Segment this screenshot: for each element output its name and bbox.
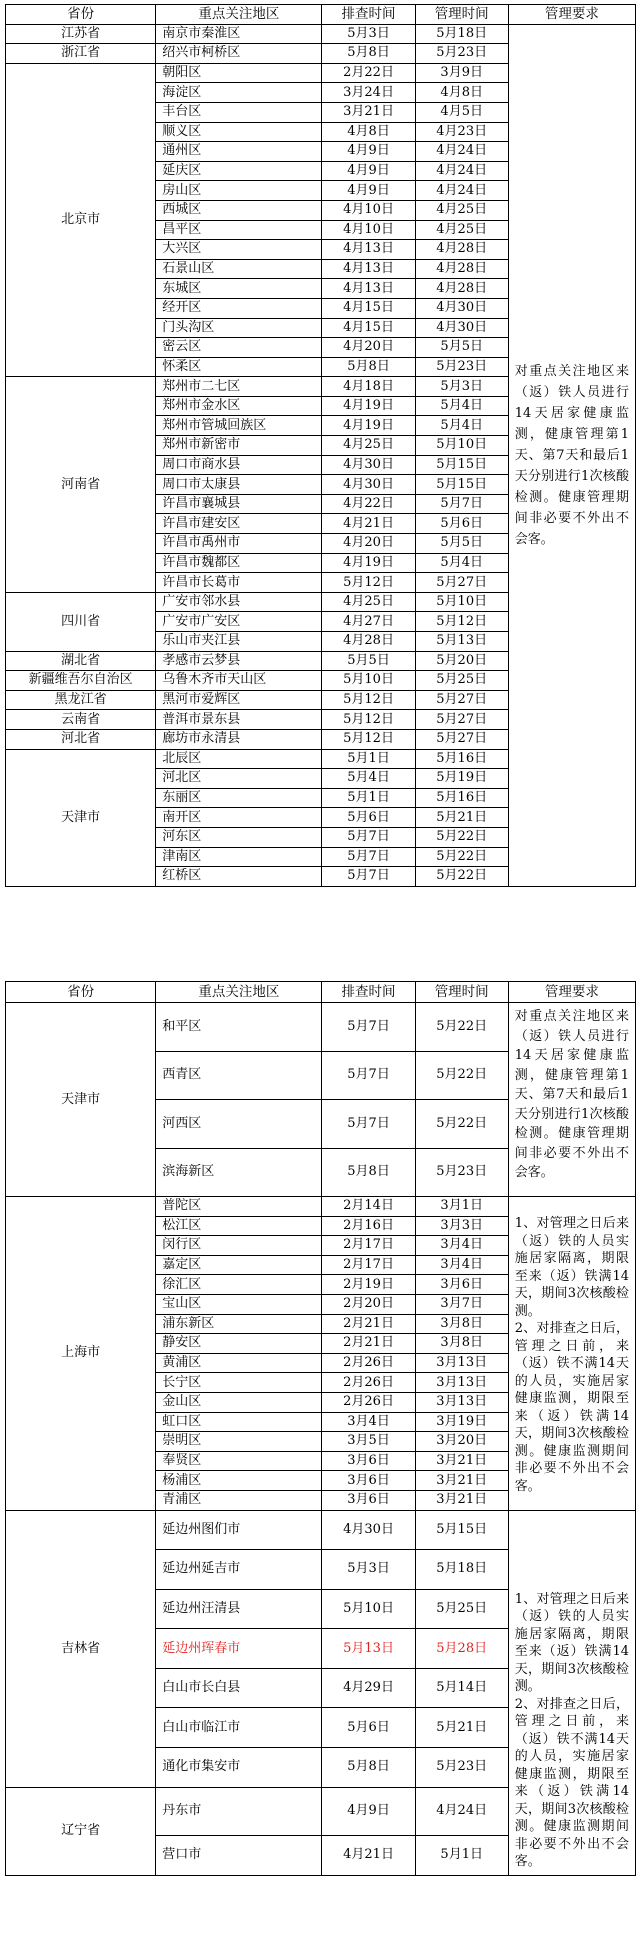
screen-date-cell: 4月9日 bbox=[322, 161, 415, 181]
screen-date-cell: 5月6日 bbox=[322, 1708, 415, 1748]
area-cell: 郑州市二七区 bbox=[156, 377, 322, 397]
manage-date-cell: 3月13日 bbox=[415, 1392, 508, 1412]
manage-date-cell: 3月8日 bbox=[415, 1334, 508, 1354]
area-cell: 西城区 bbox=[156, 200, 322, 220]
screen-date-cell: 5月10日 bbox=[322, 1589, 415, 1629]
manage-date-cell: 5月27日 bbox=[415, 710, 508, 730]
screen-date-cell: 4月13日 bbox=[322, 279, 415, 299]
area-cell: 绍兴市柯桥区 bbox=[156, 44, 322, 64]
province-cell: 云南省 bbox=[6, 710, 156, 730]
area-cell: 杨浦区 bbox=[156, 1471, 322, 1491]
area-cell: 广安市邻水县 bbox=[156, 592, 322, 612]
table-row bbox=[6, 1197, 636, 1217]
area-cell: 营口市 bbox=[156, 1835, 322, 1875]
manage-date-cell: 4月24日 bbox=[415, 181, 508, 201]
manage-date-cell: 5月23日 bbox=[415, 357, 508, 377]
screen-date-cell: 2月21日 bbox=[322, 1334, 415, 1354]
manage-date-cell: 5月15日 bbox=[415, 455, 508, 475]
manage-date-cell: 5月4日 bbox=[415, 396, 508, 416]
manage-date-cell: 4月24日 bbox=[415, 142, 508, 162]
screen-date-cell: 4月9日 bbox=[322, 181, 415, 201]
screen-date-cell: 2月20日 bbox=[322, 1294, 415, 1314]
area-cell: 长宁区 bbox=[156, 1373, 322, 1393]
manage-date-cell: 3月13日 bbox=[415, 1373, 508, 1393]
area-cell: 许昌市长葛市 bbox=[156, 573, 322, 593]
area-cell: 东城区 bbox=[156, 279, 322, 299]
screen-date-cell: 5月7日 bbox=[322, 1003, 415, 1052]
screen-date-cell: 5月3日 bbox=[322, 24, 415, 44]
province-cell: 四川省 bbox=[6, 592, 156, 651]
screen-date-cell: 3月6日 bbox=[322, 1490, 415, 1510]
manage-date-cell: 3月20日 bbox=[415, 1432, 508, 1452]
area-cell: 密云区 bbox=[156, 338, 322, 358]
manage-date-cell: 5月3日 bbox=[415, 377, 508, 397]
screen-date-cell: 4月21日 bbox=[322, 514, 415, 534]
area-cell: 徐汇区 bbox=[156, 1275, 322, 1295]
manage-date-cell: 5月12日 bbox=[415, 612, 508, 632]
screen-date-cell: 2月19日 bbox=[322, 1275, 415, 1295]
manage-date-cell: 5月21日 bbox=[415, 1708, 508, 1748]
manage-date-cell: 4月28日 bbox=[415, 279, 508, 299]
screen-date-cell: 5月1日 bbox=[322, 788, 415, 808]
header-requirement: 管理要求 bbox=[508, 5, 635, 25]
screen-date-cell: 4月9日 bbox=[322, 1787, 415, 1835]
manage-date-cell: 5月15日 bbox=[415, 475, 508, 495]
screen-date-cell: 2月17日 bbox=[322, 1236, 415, 1256]
screen-date-cell: 5月7日 bbox=[322, 867, 415, 887]
manage-date-cell: 5月5日 bbox=[415, 534, 508, 554]
manage-date-cell: 4月28日 bbox=[415, 240, 508, 260]
manage-date-cell: 5月16日 bbox=[415, 749, 508, 769]
requirement-cell: 1、对管理之日后来（返）铁的人员实施居家隔离，期限至来（返）铁满14天，期间3次核酸检测。 2、对排查之日后，管理之日前，来（返）铁不满14天的人员，实施居家健康监测，期限至来（返）铁满14天，期间3次核酸检测。健康监测期间非必要不外出不会客。 bbox=[508, 1510, 635, 1875]
area-cell: 石景山区 bbox=[156, 259, 322, 279]
area-cell: 南京市秦淮区 bbox=[156, 24, 322, 44]
header-screen-date: 排查时间 bbox=[322, 5, 415, 25]
manage-date-cell: 5月27日 bbox=[415, 729, 508, 749]
screen-date-cell: 2月21日 bbox=[322, 1314, 415, 1334]
screen-date-cell: 4月20日 bbox=[322, 534, 415, 554]
manage-date-cell: 4月24日 bbox=[415, 161, 508, 181]
area-cell: 南开区 bbox=[156, 808, 322, 828]
manage-date-cell: 5月23日 bbox=[415, 1748, 508, 1788]
area-cell: 郑州市管城回族区 bbox=[156, 416, 322, 436]
manage-date-cell: 3月21日 bbox=[415, 1471, 508, 1491]
header-area: 重点关注地区 bbox=[156, 5, 322, 25]
manage-date-cell: 4月25日 bbox=[415, 200, 508, 220]
area-cell: 普洱市景东县 bbox=[156, 710, 322, 730]
requirement-cell: 对重点关注地区来（返）铁人员进行14天居家健康监测，健康管理第1天、第7天和最后1天分别进行1次核酸检测。健康管理期间非必要不外出不会客。 bbox=[508, 24, 635, 886]
area-cell: 普陀区 bbox=[156, 1197, 322, 1217]
area-cell: 和平区 bbox=[156, 1003, 322, 1052]
screen-date-cell: 5月13日 bbox=[322, 1629, 415, 1669]
table-row bbox=[6, 1510, 636, 1550]
area-cell: 朝阳区 bbox=[156, 63, 322, 83]
manage-date-cell: 3月7日 bbox=[415, 1294, 508, 1314]
area-cell: 松江区 bbox=[156, 1216, 322, 1236]
focus-area-table-2 bbox=[5, 981, 636, 1876]
manage-date-cell: 4月28日 bbox=[415, 259, 508, 279]
screen-date-cell: 4月20日 bbox=[322, 338, 415, 358]
header-requirement: 管理要求 bbox=[508, 982, 635, 1003]
screen-date-cell: 4月9日 bbox=[322, 142, 415, 162]
area-cell: 经开区 bbox=[156, 298, 322, 318]
area-cell: 大兴区 bbox=[156, 240, 322, 260]
screen-date-cell: 3月6日 bbox=[322, 1451, 415, 1471]
manage-date-cell: 5月22日 bbox=[415, 867, 508, 887]
manage-date-cell: 5月25日 bbox=[415, 671, 508, 691]
area-cell: 许昌市魏都区 bbox=[156, 553, 322, 573]
screen-date-cell: 5月1日 bbox=[322, 749, 415, 769]
screen-date-cell: 4月30日 bbox=[322, 1510, 415, 1550]
area-cell: 延边州汪清县 bbox=[156, 1589, 322, 1629]
screen-date-cell: 5月4日 bbox=[322, 769, 415, 789]
manage-date-cell: 4月30日 bbox=[415, 298, 508, 318]
screen-date-cell: 4月10日 bbox=[322, 220, 415, 240]
manage-date-cell: 3月1日 bbox=[415, 1197, 508, 1217]
area-cell: 虹口区 bbox=[156, 1412, 322, 1432]
area-cell: 闵行区 bbox=[156, 1236, 322, 1256]
screen-date-cell: 4月10日 bbox=[322, 200, 415, 220]
screen-date-cell: 2月22日 bbox=[322, 63, 415, 83]
header-province: 省份 bbox=[6, 5, 156, 25]
province-cell: 上海市 bbox=[6, 1197, 156, 1511]
area-cell: 北辰区 bbox=[156, 749, 322, 769]
screen-date-cell: 4月13日 bbox=[322, 240, 415, 260]
manage-date-cell: 5月21日 bbox=[415, 808, 508, 828]
focus-area-table-1 bbox=[5, 4, 636, 887]
area-cell: 金山区 bbox=[156, 1392, 322, 1412]
manage-date-cell: 5月5日 bbox=[415, 338, 508, 358]
area-cell: 通州区 bbox=[156, 142, 322, 162]
area-cell: 广安市广安区 bbox=[156, 612, 322, 632]
manage-date-cell: 4月30日 bbox=[415, 318, 508, 338]
province-cell: 北京市 bbox=[6, 63, 156, 377]
area-cell: 青浦区 bbox=[156, 1490, 322, 1510]
table-row bbox=[6, 24, 636, 44]
area-cell: 通化市集安市 bbox=[156, 1748, 322, 1788]
province-cell: 河南省 bbox=[6, 377, 156, 593]
area-cell: 延庆区 bbox=[156, 161, 322, 181]
area-cell: 孝感市云梦县 bbox=[156, 651, 322, 671]
area-cell: 乐山市夹江县 bbox=[156, 632, 322, 652]
screen-date-cell: 2月16日 bbox=[322, 1216, 415, 1236]
screen-date-cell: 4月25日 bbox=[322, 592, 415, 612]
screen-date-cell: 4月15日 bbox=[322, 318, 415, 338]
area-cell: 许昌市禹州市 bbox=[156, 534, 322, 554]
area-cell: 奉贤区 bbox=[156, 1451, 322, 1471]
screen-date-cell: 4月21日 bbox=[322, 1835, 415, 1875]
area-cell: 昌平区 bbox=[156, 220, 322, 240]
area-cell: 许昌市襄城县 bbox=[156, 494, 322, 514]
area-cell: 郑州市新密市 bbox=[156, 436, 322, 456]
manage-date-cell: 5月22日 bbox=[415, 1051, 508, 1100]
province-cell: 吉林省 bbox=[6, 1510, 156, 1787]
area-cell: 顺义区 bbox=[156, 122, 322, 142]
province-cell: 新疆维吾尔自治区 bbox=[6, 671, 156, 691]
manage-date-cell: 5月16日 bbox=[415, 788, 508, 808]
manage-date-cell: 5月22日 bbox=[415, 1003, 508, 1052]
manage-date-cell: 5月6日 bbox=[415, 514, 508, 534]
manage-date-cell: 5月13日 bbox=[415, 632, 508, 652]
area-cell: 黑河市爱辉区 bbox=[156, 690, 322, 710]
area-cell: 嘉定区 bbox=[156, 1255, 322, 1275]
screen-date-cell: 5月8日 bbox=[322, 44, 415, 64]
manage-date-cell: 3月21日 bbox=[415, 1451, 508, 1471]
screen-date-cell: 3月5日 bbox=[322, 1432, 415, 1452]
screen-date-cell: 5月8日 bbox=[322, 357, 415, 377]
header-province: 省份 bbox=[6, 982, 156, 1003]
screen-date-cell: 5月8日 bbox=[322, 1148, 415, 1197]
manage-date-cell: 5月18日 bbox=[415, 1550, 508, 1590]
screen-date-cell: 2月14日 bbox=[322, 1197, 415, 1217]
screen-date-cell: 4月19日 bbox=[322, 416, 415, 436]
province-cell: 河北省 bbox=[6, 729, 156, 749]
manage-date-cell: 5月25日 bbox=[415, 1589, 508, 1629]
manage-date-cell: 4月25日 bbox=[415, 220, 508, 240]
area-cell: 周口市太康县 bbox=[156, 475, 322, 495]
area-cell: 怀柔区 bbox=[156, 357, 322, 377]
province-cell: 辽宁省 bbox=[6, 1787, 156, 1875]
manage-date-cell: 5月1日 bbox=[415, 1835, 508, 1875]
screen-date-cell: 5月3日 bbox=[322, 1550, 415, 1590]
manage-date-cell: 5月10日 bbox=[415, 592, 508, 612]
area-cell: 丰台区 bbox=[156, 102, 322, 122]
screen-date-cell: 4月13日 bbox=[322, 259, 415, 279]
manage-date-cell: 5月19日 bbox=[415, 769, 508, 789]
manage-date-cell: 5月22日 bbox=[415, 847, 508, 867]
header-manage-date: 管理时间 bbox=[415, 982, 508, 1003]
manage-date-cell: 5月20日 bbox=[415, 651, 508, 671]
area-cell: 浦东新区 bbox=[156, 1314, 322, 1334]
manage-date-cell: 5月18日 bbox=[415, 24, 508, 44]
screen-date-cell: 4月27日 bbox=[322, 612, 415, 632]
area-cell: 黄浦区 bbox=[156, 1353, 322, 1373]
area-cell: 海淀区 bbox=[156, 83, 322, 103]
screen-date-cell: 3月24日 bbox=[322, 83, 415, 103]
manage-date-cell: 4月23日 bbox=[415, 122, 508, 142]
area-cell: 西青区 bbox=[156, 1051, 322, 1100]
area-cell: 门头沟区 bbox=[156, 318, 322, 338]
header-screen-date: 排查时间 bbox=[322, 982, 415, 1003]
area-cell: 静安区 bbox=[156, 1334, 322, 1354]
area-cell: 郑州市金水区 bbox=[156, 396, 322, 416]
screen-date-cell: 4月28日 bbox=[322, 632, 415, 652]
area-cell: 红桥区 bbox=[156, 867, 322, 887]
manage-date-cell: 5月4日 bbox=[415, 416, 508, 436]
area-cell: 东丽区 bbox=[156, 788, 322, 808]
manage-date-cell: 3月8日 bbox=[415, 1314, 508, 1334]
screen-date-cell: 4月19日 bbox=[322, 396, 415, 416]
screen-date-cell: 2月17日 bbox=[322, 1255, 415, 1275]
manage-date-cell: 5月27日 bbox=[415, 690, 508, 710]
screen-date-cell: 2月26日 bbox=[322, 1373, 415, 1393]
area-cell: 白山市长白县 bbox=[156, 1668, 322, 1708]
area-cell: 滨海新区 bbox=[156, 1148, 322, 1197]
screen-date-cell: 5月12日 bbox=[322, 690, 415, 710]
area-cell: 乌鲁木齐市天山区 bbox=[156, 671, 322, 691]
screen-date-cell: 4月18日 bbox=[322, 377, 415, 397]
screen-date-cell: 3月6日 bbox=[322, 1471, 415, 1491]
screen-date-cell: 5月6日 bbox=[322, 808, 415, 828]
screen-date-cell: 4月19日 bbox=[322, 553, 415, 573]
manage-date-cell: 5月22日 bbox=[415, 1100, 508, 1149]
area-cell: 廊坊市永清县 bbox=[156, 729, 322, 749]
area-cell: 房山区 bbox=[156, 181, 322, 201]
screen-date-cell: 3月21日 bbox=[322, 102, 415, 122]
area-cell: 河东区 bbox=[156, 827, 322, 847]
area-cell: 津南区 bbox=[156, 847, 322, 867]
area-cell: 延边州延吉市 bbox=[156, 1550, 322, 1590]
manage-date-cell: 3月4日 bbox=[415, 1255, 508, 1275]
screen-date-cell: 5月8日 bbox=[322, 1748, 415, 1788]
manage-date-cell: 5月7日 bbox=[415, 494, 508, 514]
screen-date-cell: 5月12日 bbox=[322, 573, 415, 593]
screen-date-cell: 4月25日 bbox=[322, 436, 415, 456]
area-cell: 丹东市 bbox=[156, 1787, 322, 1835]
requirement-cell: 1、对管理之日后来（返）铁的人员实施居家隔离，期限至来（返）铁满14天，期间3次核酸检测。 2、对排查之日后，管理之日前，来（返）铁不满14天的人员，实施居家健康监测，期限至来（返）铁满14天，期间3次核酸检测。健康监测期间非必要不外出不会客。 bbox=[508, 1197, 635, 1511]
province-cell: 浙江省 bbox=[6, 44, 156, 64]
screen-date-cell: 5月12日 bbox=[322, 710, 415, 730]
manage-date-cell: 4月24日 bbox=[415, 1787, 508, 1835]
header-area: 重点关注地区 bbox=[156, 982, 322, 1003]
province-cell: 湖北省 bbox=[6, 651, 156, 671]
manage-date-cell: 3月21日 bbox=[415, 1490, 508, 1510]
screen-date-cell: 4月22日 bbox=[322, 494, 415, 514]
manage-date-cell: 5月23日 bbox=[415, 44, 508, 64]
screen-date-cell: 4月29日 bbox=[322, 1668, 415, 1708]
manage-date-cell: 5月23日 bbox=[415, 1148, 508, 1197]
screen-date-cell: 4月30日 bbox=[322, 475, 415, 495]
area-cell: 白山市临江市 bbox=[156, 1708, 322, 1748]
province-cell: 黑龙江省 bbox=[6, 690, 156, 710]
area-cell: 延边州珲春市 bbox=[156, 1629, 322, 1669]
screen-date-cell: 5月5日 bbox=[322, 651, 415, 671]
area-cell: 周口市商水县 bbox=[156, 455, 322, 475]
manage-date-cell: 3月9日 bbox=[415, 63, 508, 83]
manage-date-cell: 5月27日 bbox=[415, 573, 508, 593]
area-cell: 宝山区 bbox=[156, 1294, 322, 1314]
province-cell: 天津市 bbox=[6, 749, 156, 886]
table-header-row bbox=[6, 5, 636, 25]
screen-date-cell: 2月26日 bbox=[322, 1392, 415, 1412]
screen-date-cell: 3月4日 bbox=[322, 1412, 415, 1432]
manage-date-cell: 5月10日 bbox=[415, 436, 508, 456]
manage-date-cell: 4月8日 bbox=[415, 83, 508, 103]
province-cell: 江苏省 bbox=[6, 24, 156, 44]
requirement-cell: 对重点关注地区来（返）铁人员进行14天居家健康监测，健康管理第1天、第7天和最后1天分别进行1次核酸检测。健康管理期间非必要不外出不会客。 bbox=[508, 1003, 635, 1197]
area-cell: 河西区 bbox=[156, 1100, 322, 1149]
screen-date-cell: 4月15日 bbox=[322, 298, 415, 318]
screen-date-cell: 2月26日 bbox=[322, 1353, 415, 1373]
area-cell: 崇明区 bbox=[156, 1432, 322, 1452]
screen-date-cell: 5月7日 bbox=[322, 1100, 415, 1149]
table-row bbox=[6, 1003, 636, 1052]
manage-date-cell: 3月4日 bbox=[415, 1236, 508, 1256]
screen-date-cell: 5月12日 bbox=[322, 729, 415, 749]
table-header-row bbox=[6, 982, 636, 1003]
screen-date-cell: 5月10日 bbox=[322, 671, 415, 691]
manage-date-cell: 5月28日 bbox=[415, 1629, 508, 1669]
manage-date-cell: 5月15日 bbox=[415, 1510, 508, 1550]
manage-date-cell: 3月3日 bbox=[415, 1216, 508, 1236]
area-cell: 许昌市建安区 bbox=[156, 514, 322, 534]
manage-date-cell: 5月4日 bbox=[415, 553, 508, 573]
screen-date-cell: 5月7日 bbox=[322, 1051, 415, 1100]
screen-date-cell: 5月7日 bbox=[322, 847, 415, 867]
manage-date-cell: 3月19日 bbox=[415, 1412, 508, 1432]
area-cell: 河北区 bbox=[156, 769, 322, 789]
screen-date-cell: 4月8日 bbox=[322, 122, 415, 142]
manage-date-cell: 3月13日 bbox=[415, 1353, 508, 1373]
province-cell: 天津市 bbox=[6, 1003, 156, 1197]
area-cell: 延边州图们市 bbox=[156, 1510, 322, 1550]
screen-date-cell: 5月7日 bbox=[322, 827, 415, 847]
manage-date-cell: 4月5日 bbox=[415, 102, 508, 122]
manage-date-cell: 5月14日 bbox=[415, 1668, 508, 1708]
header-manage-date: 管理时间 bbox=[415, 5, 508, 25]
manage-date-cell: 3月6日 bbox=[415, 1275, 508, 1295]
manage-date-cell: 5月22日 bbox=[415, 827, 508, 847]
screen-date-cell: 4月30日 bbox=[322, 455, 415, 475]
